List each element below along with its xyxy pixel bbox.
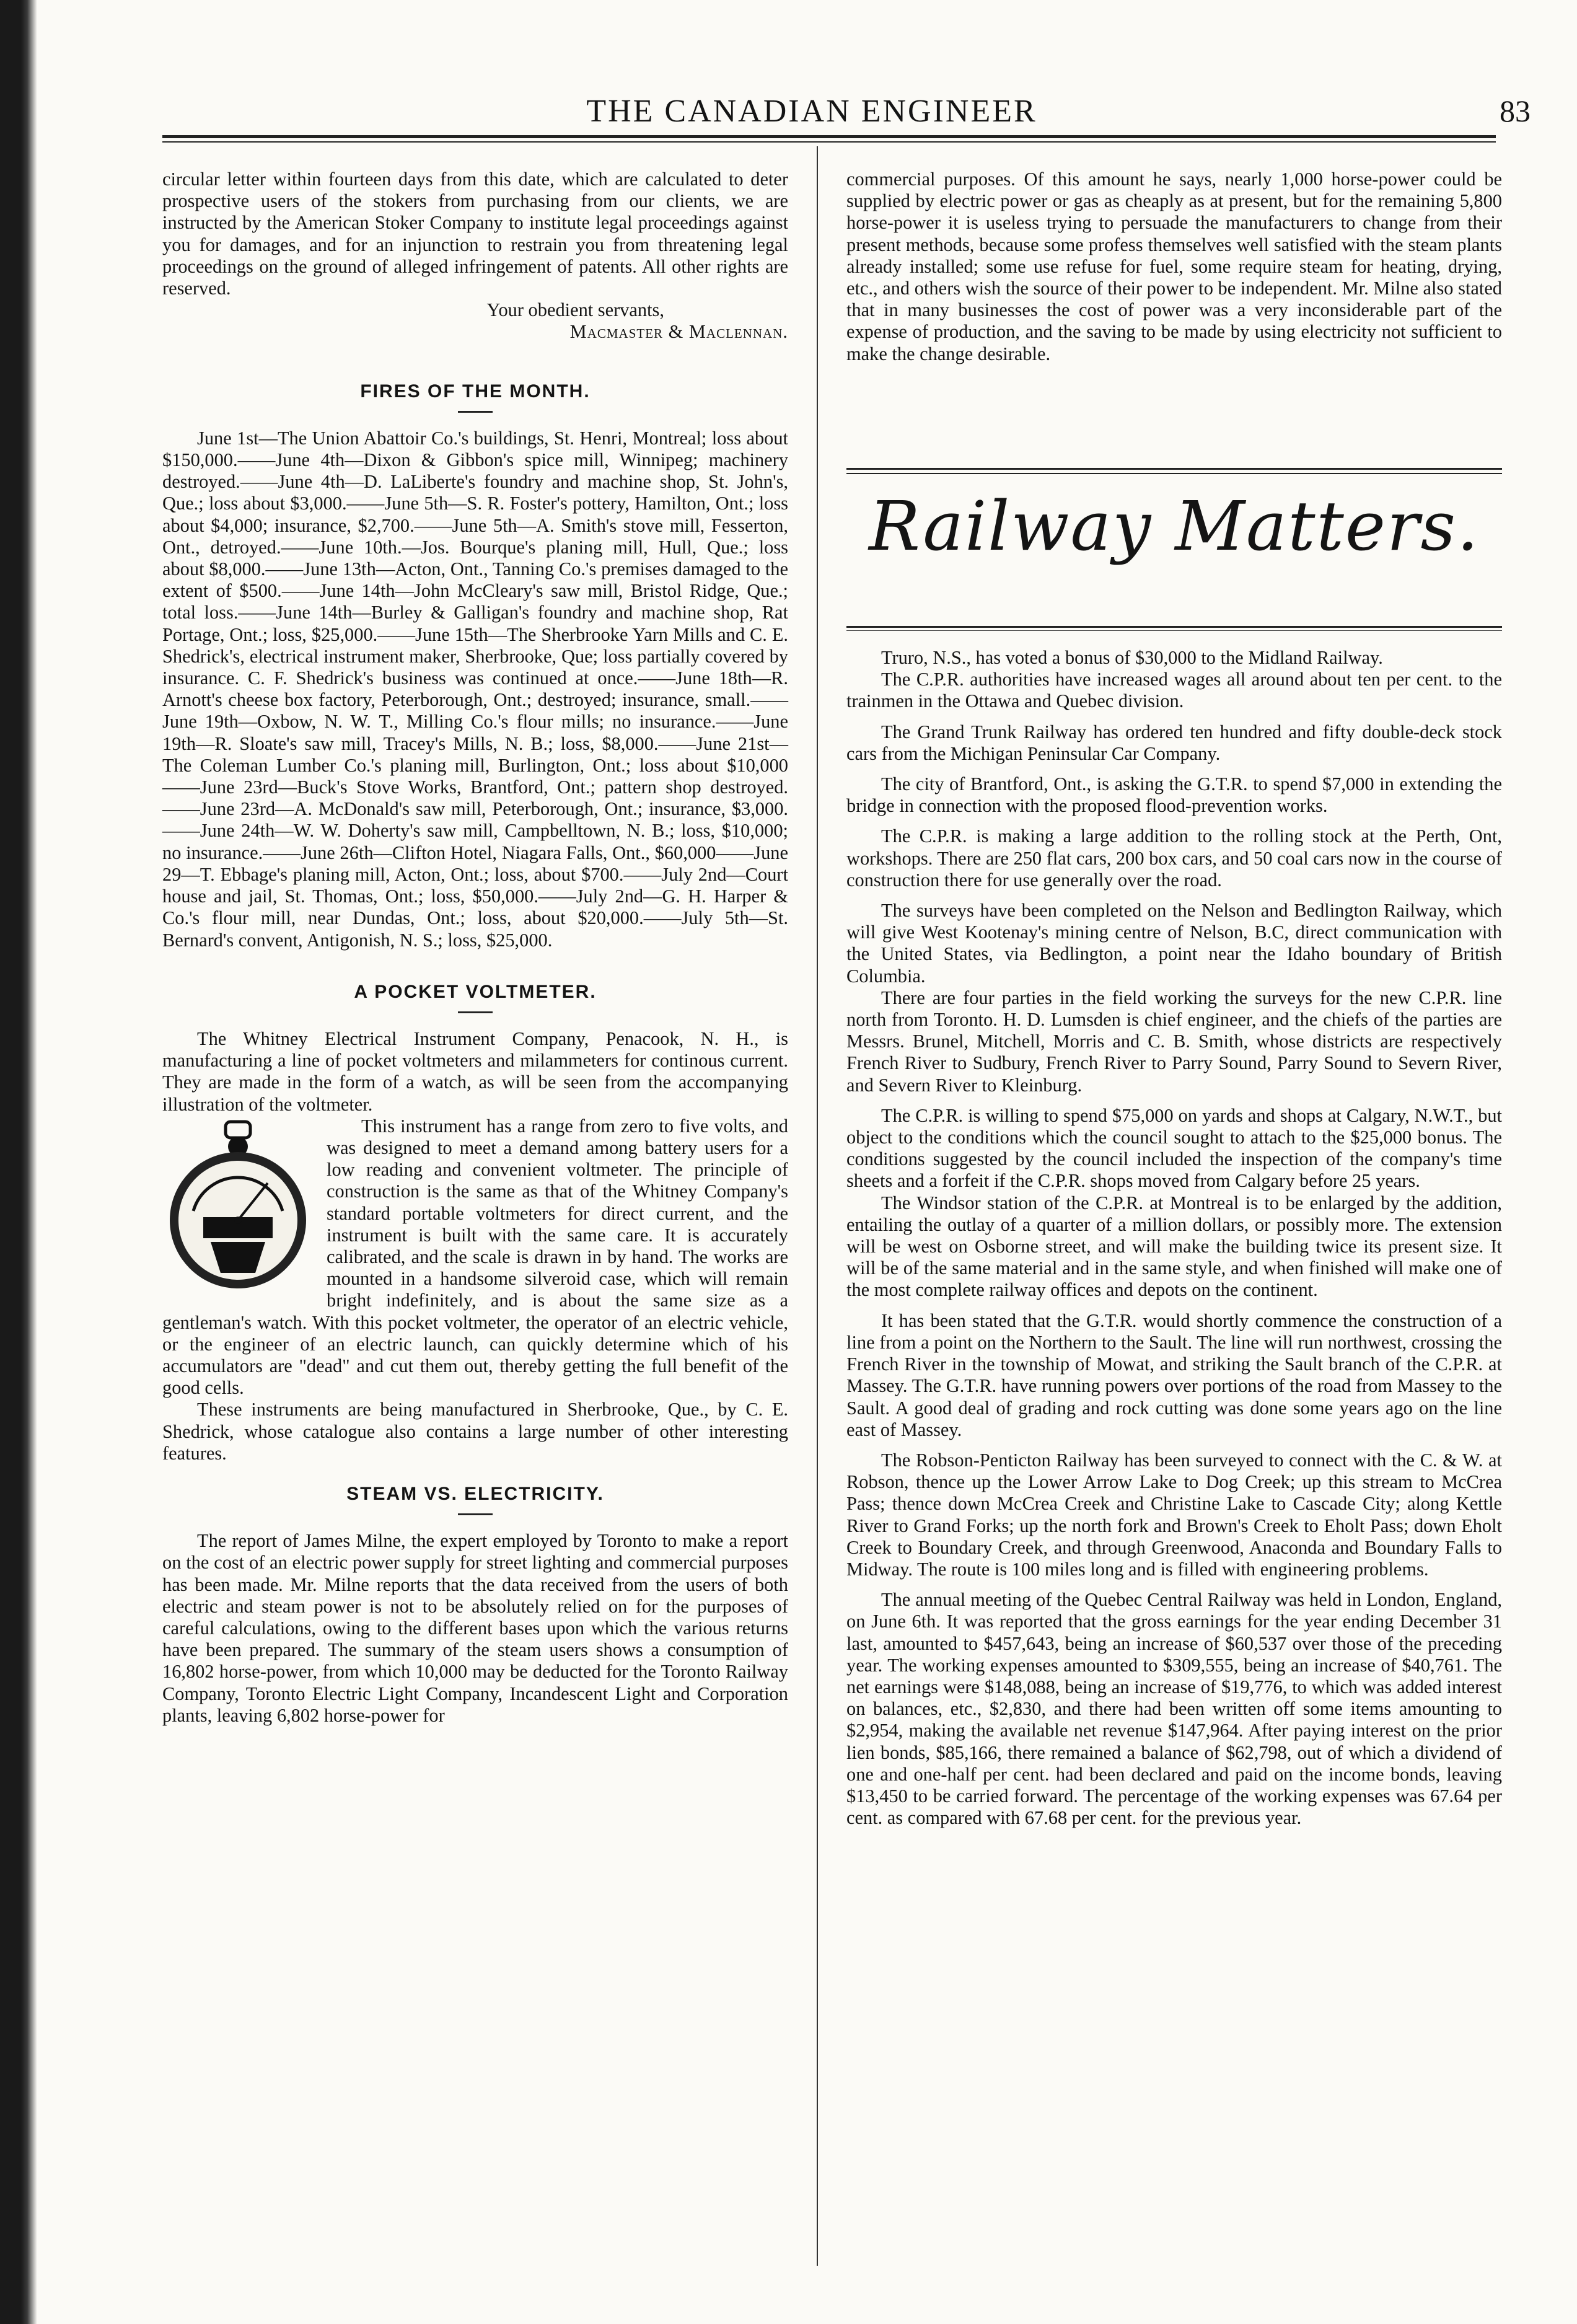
steam-heading: STEAM VS. ELECTRICITY. bbox=[346, 1483, 604, 1504]
header-rule bbox=[162, 135, 1496, 138]
banner-rule-thin bbox=[846, 630, 1502, 631]
voltmeter-paragraph-3: These instruments are being manufactured in Sherbrooke, Que., by C. E. Shedrick, whose catalogue also contains a large number of other interesting features. bbox=[162, 1399, 788, 1464]
header-rule-thin bbox=[162, 141, 1496, 143]
pocket-voltmeter-illustration bbox=[162, 1118, 314, 1298]
railway-item: The surveys have been completed on the Nelson and Bedlington Railway, which will give West Kootenay's mining centre of Nelson, B.C, direct communication with the United States, via Bedlington, a point near the Idaho boundary of British Columbia. bbox=[846, 900, 1502, 987]
letter-signoff: Your obedient servants, bbox=[486, 299, 664, 321]
railway-heading: Railway Matters. bbox=[869, 486, 1480, 566]
journal-title: THE CANADIAN ENGINEER bbox=[586, 94, 1037, 129]
railway-matters-banner bbox=[846, 468, 1502, 632]
steam-paragraph: The report of James Milne, the expert employed by Toronto to make a report on the cost of an electric power supply for street lighting and commercial purposes has been made. Mr. Milne reports that the data received from the users of both electric and steam power is not to be absolutely relied on for the purposes of careful calculations, owing to the different bases upon which the various returns have been prepared. The summary of the steam users shows a consumption of 16,802 horse-power, from which 10,000 may be deducted for the Toronto Railway Company, Toronto Electric Light Company, Incandescent Light and Corporation plants, leaving 6,802 horse-power for bbox=[162, 1530, 788, 1726]
page-binding-edge bbox=[0, 0, 37, 2324]
letter-signatories: Macmaster & Maclennan. bbox=[569, 321, 788, 343]
steam-continued: commercial purposes. Of this amount he says, nearly 1,000 horse-power could be supplied by electric power or gas as cheaply as at present, but for the remaining 5,800 horse-power it is useless trying to persuade the manufacturers to change from their present methods, because some profess themselves well satisfied with the steam plants already installed; some use refuse for fuel, some require steam for heating, drying, etc., and others wish the source of their power to be independent. Mr. Milne also stated that in many businesses the cost of power was a very inconsiderable part of the expense of production, and the saving to be made by using electricity not sufficient to make the change desirable. bbox=[846, 169, 1502, 364]
running-header bbox=[93, 93, 1531, 129]
railway-item: There are four parties in the field working the surveys for the new C.P.R. line north from Toronto. H. D. Lumsden is chief engineer, and the chiefs of the parties are Messrs. Brunel, Mitchell, Morris and C. B. Smith, whose districts are respectively French River to Sudbury, French River to Parry Sound, Parry Sound to Severn River, and Severn River to Kleinburg. bbox=[846, 987, 1502, 1096]
heading-rule bbox=[458, 1513, 493, 1515]
railway-item: The Windsor station of the C.P.R. at Montreal is to be enlarged by the addition, entailing the outlay of a quarter of a million dollars, or possibly more. The extension will be west on Osborne street, and will make the building twice its present size. It will be of the same material and in the same style, and when finished will make one of the most complete railway offices and depots on the continent. bbox=[846, 1192, 1502, 1301]
right-column-top bbox=[846, 169, 1502, 365]
fires-heading: FIRES OF THE MONTH. bbox=[360, 381, 591, 402]
railway-item: The Grand Trunk Railway has ordered ten hundred and fifty double-deck stock cars from the Michigan Peninsular Car Company. bbox=[846, 721, 1502, 764]
banner-rule bbox=[846, 468, 1502, 470]
page-number: 83 bbox=[1500, 94, 1531, 128]
fires-text: June 1st—The Union Abattoir Co.'s buildings, St. Henri, Montreal; loss about $150,000.——June 4th—Dixon & Gibbon's spice mill, Winnipeg; machinery destroyed.——June 4th—D. LaLiberte's foundry and machine shop, St. John's, Que.; loss about $3,000.——June 5th—S. R. Foster's pottery, Hamilton, Ont.; loss about $4,000; insurance, $2,700.——June 5th—A. Smith's stove mill, Fesserton, Ont., detroyed.——June 10th.—Jos. Bourque's planing mill, Hull, Que.; loss about $8,000.——June 13th—Acton, Ont., Tanning Co.'s premises damaged to the extent of $500.——June 14th—John McCleary's saw mill, Bristol Ridge, Que.; total loss.——June 14th—Burley & Galligan's foundry and machine shop, Rat Portage, Ont.; loss, $25,000.——June 15th—The Sherbrooke Yarn Mills and C. E. Shedrick's, electrical instrument maker, Sherbrooke, Que; loss partially covered by insurance. C. F. Shedrick's business was continued at once.——June 18th—R. Arnott's cheese box factory, Peterborough, Ont.; destroyed; insurance, small.——June 19th—Oxbow, N. W. T., Milling Co.'s flour mills; no insurance.——June 19th—R. Sloate's saw mill, Tracey's Mills, N. B.; loss, $8,000.——June 21st—The Coleman Lumber Co.'s planing mill, Burlington, Ont.; loss about $10,000——June 23rd—Buck's Stove Works, Brantford, Ont.; pattern shop destroyed.——June 23rd—A. McDonald's saw mill, Peterborough, Ont.; insurance, $3,000.——June 24th—W. W. Doherty's saw mill, Campbelltown, N. B.; loss, $10,000; no insurance.——June 26th—Clifton Hotel, Niagara Falls, Ont., $60,000——June 29—T. Ebbage's planing mill, Acton, Ont.; loss, about $700.——July 2nd—Court house and jail, St. Thomas, Ont.; loss, $50,000.——July 2nd—G. H. Harper & Co.'s flour mill, near Dundas, Ont.; loss, about $20,000.——July 5th—St. Bernard's convent, Antigonish, N. S.; loss, $25,000. bbox=[162, 427, 788, 951]
railway-item: It has been stated that the G.T.R. would shortly commence the construction of a line from a point on the Northern to the Sault. The line will run northwest, crossing the French River in the township of Mowat, and striking the Sault branch of the C.P.R. at Massey. The G.T.R. have running powers over portions of the road from Massey to the Sault. A good deal of grading and rock cutting was done some years ago on the line east of Massey. bbox=[846, 1309, 1502, 1440]
heading-rule bbox=[458, 1011, 493, 1013]
railway-item: The C.P.R. authorities have increased wages all around about ten per cent. to the trainmen in the Ottawa and Quebec division. bbox=[846, 669, 1502, 712]
railway-item: The Robson-Penticton Railway has been surveyed to connect with the C. & W. at Robson, thence up the Lower Arrow Lake to Dog Creek; up this stream to McCrea Pass; thence down McCrea Creek and Christine Lake to Cascade City; along Kettle River to Grand Forks; up the north fork and Brown's Creek to Eholt Pass; down Eholt Creek to Boundary Creek, and through Greenwood, Anaconda and Boundary Falls to Midway. The route is 100 miles long and is filled with engineering problems. bbox=[846, 1449, 1502, 1580]
railway-item: The C.P.R. is willing to spend $75,000 on yards and shops at Calgary, N.W.T., but object to the conditions which the council sought to attach to the $25,000 bonus. The conditions suggested by the council included the inspection of the company's time sheets and a forfeit if the C.P.R. shops moved from Calgary before 25 years. bbox=[846, 1104, 1502, 1192]
voltmeter-paragraph-1: The Whitney Electrical Instrument Company, Penacook, N. H., is manufacturing a line of pocket voltmeters and milammeters for continous current. They are made in the form of a watch, as will be seen from the accompanying illustration of the voltmeter. bbox=[162, 1028, 788, 1115]
left-column bbox=[162, 169, 788, 1727]
banner-rule-thin bbox=[846, 473, 1502, 474]
railway-item: The city of Brantford, Ont., is asking the G.T.R. to spend $7,000 in extending the bridge in connection with the proposed flood-prevention works. bbox=[846, 773, 1502, 817]
heading-rule bbox=[458, 411, 493, 413]
right-column-railway bbox=[846, 647, 1502, 1829]
banner-rule bbox=[846, 626, 1502, 628]
column-separator bbox=[817, 146, 818, 2266]
voltmeter-paragraph-2: This instrument has a range from zero to five volts, and was designed to meet a demand among battery users for a low reading and convenient voltmeter. The principle of construction is the same as that of the Whitney Company's standard portable voltmeters for direct current, and the instrument is built with the same care. It is accurately calibrated, and the scale is drawn in by hand. The works are mounted in a handsome silveroid case, which will remain bright indefinitely, and is about the same size as a gentleman's watch. With this pocket voltmeter, the operator of an electric vehicle, or the engineer of an electric launch, can quickly determine which of his accumulators are "dead" and cut them out, thereby getting the full benefit of the good cells. bbox=[162, 1115, 788, 1399]
railway-item: Truro, N.S., has voted a bonus of $30,000 to the Midland Railway. bbox=[881, 647, 1383, 668]
railway-item: The C.P.R. is making a large addition to the rolling stock at the Perth, Ont, workshops. There are 250 flat cars, 200 box cars, and 50 coal cars now in the course of construction there for use generally over the road. bbox=[846, 825, 1502, 891]
letter-paragraph: circular letter within fourteen days from this date, which are calculated to deter prospective users of the stokers from purchasing from our clients, we are instructed by the American Stoker Company to institute legal proceedings against you for damages, and for an injunction to restrain you from threatening legal proceedings on the ground of alleged infringement of patents. All other rights are reserved. bbox=[162, 169, 788, 299]
voltmeter-heading: A POCKET VOLTMETER. bbox=[354, 981, 597, 1002]
railway-item: The annual meeting of the Quebec Central Railway was held in London, England, on June 6th. It was reported that the gross earnings for the year ending December 31 last, amounted to $457,643, being an increase of $60,537 over those of the preceding year. The working expenses amounted to $309,555, being an increase of $40,761. The net earnings were $148,088, being an increase of $19,776, to which was added interest on balances, etc., $2,830, and there had been written off some items amounting to $2,954, making the available net revenue $147,964. After paying interest on the prior lien bonds, $85,166, there remained a balance of $62,798, out of which a dividend of one and one-half per cent. had been declared and paid on the income bonds, leaving $13,450 to be carried forward. The percentage of the working expenses was 67.64 per cent. as compared with 67.68 per cent. for the previous year. bbox=[846, 1589, 1502, 1829]
